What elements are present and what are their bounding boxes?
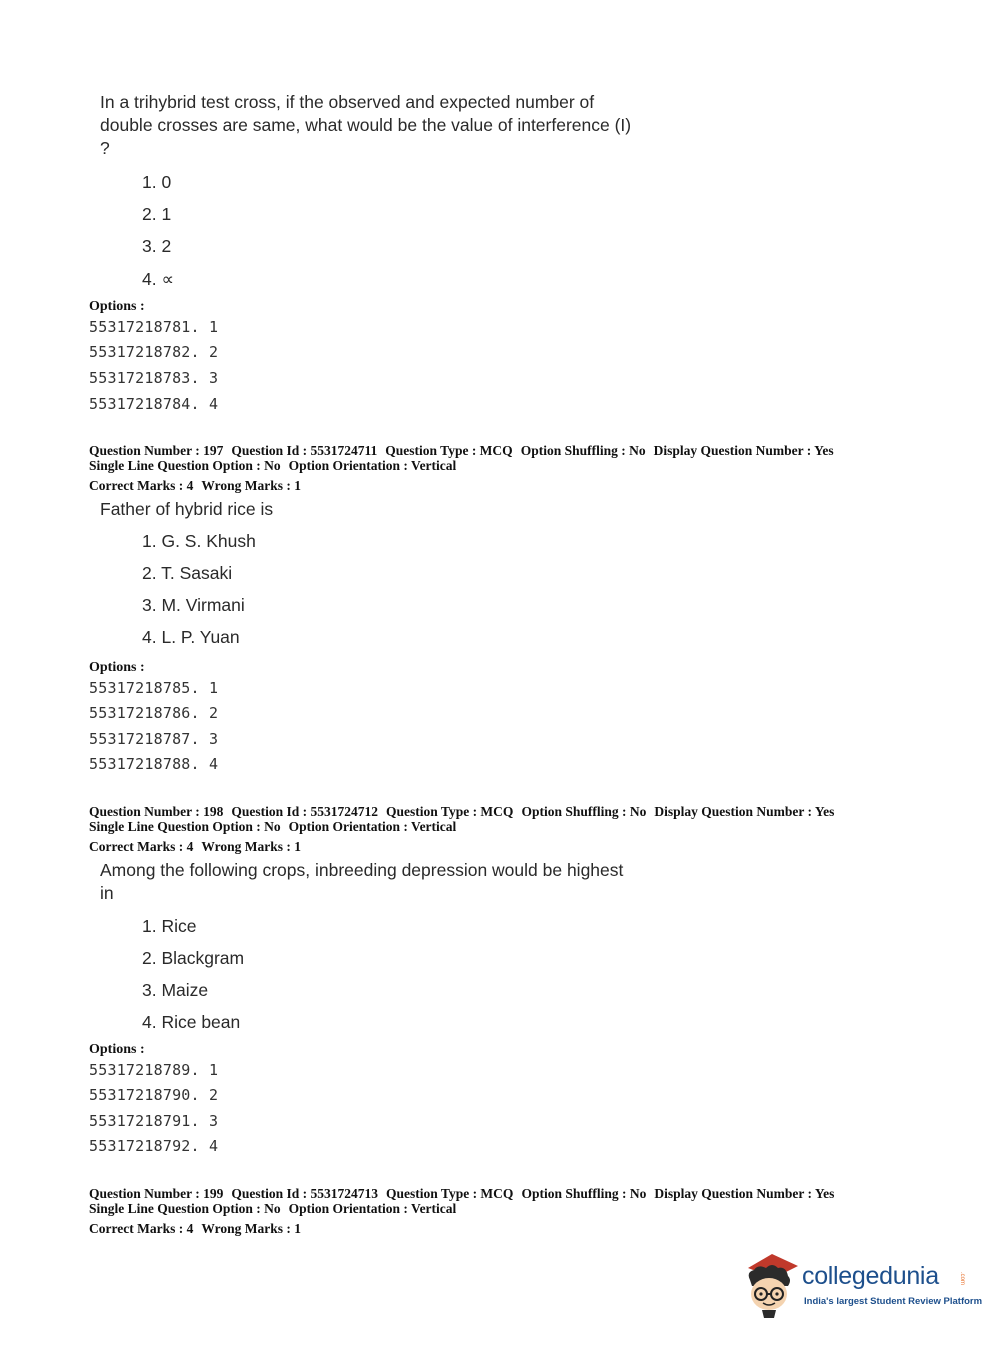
question-197-text: Father of hybrid rice is <box>100 499 274 519</box>
question-197-option-2: 55317218786. 2 <box>89 704 219 722</box>
question-196-choice-3: 3. 2 <box>142 236 172 256</box>
question-197-marks: Correct Marks : 4 Wrong Marks : 1 <box>89 478 301 493</box>
logo-wordmark: collegedunia <box>802 1262 939 1290</box>
question-196-text: In a trihybrid test cross, if the observed and expected number of double crosses are same, what would be the value of interference (I) ? <box>100 92 632 158</box>
question-197-choice-3: 3. M. Virmani <box>142 595 245 615</box>
mascot-icon <box>742 1250 802 1320</box>
question-198-options-label: Options : <box>89 1042 145 1057</box>
question-197-option-1: 55317218785. 1 <box>89 679 219 697</box>
question-197-option-3: 55317218787. 3 <box>89 730 219 748</box>
question-199-meta-line-2: Single Line Question Option : No Option Orientation : Vertical <box>89 1201 457 1216</box>
question-197-choice-1: 1. G. S. Khush <box>142 531 256 551</box>
question-199-meta-line-1: Question Number : 199 Question Id : 5531724713 Question Type : MCQ Option Shuffling : No Display Question Number : Yes <box>89 1186 835 1201</box>
question-198-choice-4: 4. Rice bean <box>142 1012 241 1032</box>
question-198-option-1: 55317218789. 1 <box>89 1061 219 1079</box>
question-198-marks: Correct Marks : 4 Wrong Marks : 1 <box>89 839 301 854</box>
question-198-meta-line-1: Question Number : 198 Question Id : 5531724712 Question Type : MCQ Option Shuffling : No Display Question Number : Yes <box>89 804 835 819</box>
question-198-choice-3: 3. Maize <box>142 980 209 1000</box>
question-196-choice-1: 1. 0 <box>142 172 172 192</box>
question-198-option-3: 55317218791. 3 <box>89 1112 219 1130</box>
question-196-option-2: 55317218782. 2 <box>89 343 219 361</box>
question-197-option-4: 55317218788. 4 <box>89 755 219 773</box>
question-198-choice-1: 1. Rice <box>142 916 197 936</box>
logo-suffix: .com <box>959 1272 965 1286</box>
question-198-option-4: 55317218792. 4 <box>89 1137 219 1155</box>
question-198-text: Among the following crops, inbreeding depression would be highest in <box>100 860 624 903</box>
collegedunia-logo <box>742 1250 983 1320</box>
question-197-choice-2: 2. T. Sasaki <box>142 563 233 583</box>
question-196-option-1: 55317218781. 1 <box>89 318 219 336</box>
question-199-marks: Correct Marks : 4 Wrong Marks : 1 <box>89 1221 301 1236</box>
question-196-option-3: 55317218783. 3 <box>89 369 219 387</box>
question-196-choice-2: 2. 1 <box>142 204 172 224</box>
question-196-choice-4: 4. ∝ <box>142 269 174 289</box>
logo-tagline: India's largest Student Review Platform <box>804 1296 983 1307</box>
question-196-options-label: Options : <box>89 299 145 314</box>
question-197-meta-line-1: Question Number : 197 Question Id : 5531724711 Question Type : MCQ Option Shuffling : No Display Question Number : Yes <box>89 443 834 458</box>
question-197-meta-line-2: Single Line Question Option : No Option Orientation : Vertical <box>89 458 457 473</box>
question-197-choice-4: 4. L. P. Yuan <box>142 627 240 647</box>
question-197-options-label: Options : <box>89 660 145 675</box>
question-198-choice-2: 2. Blackgram <box>142 948 245 968</box>
question-198-meta-line-2: Single Line Question Option : No Option Orientation : Vertical <box>89 819 457 834</box>
question-198-option-2: 55317218790. 2 <box>89 1086 219 1104</box>
question-196-option-4: 55317218784. 4 <box>89 395 219 413</box>
